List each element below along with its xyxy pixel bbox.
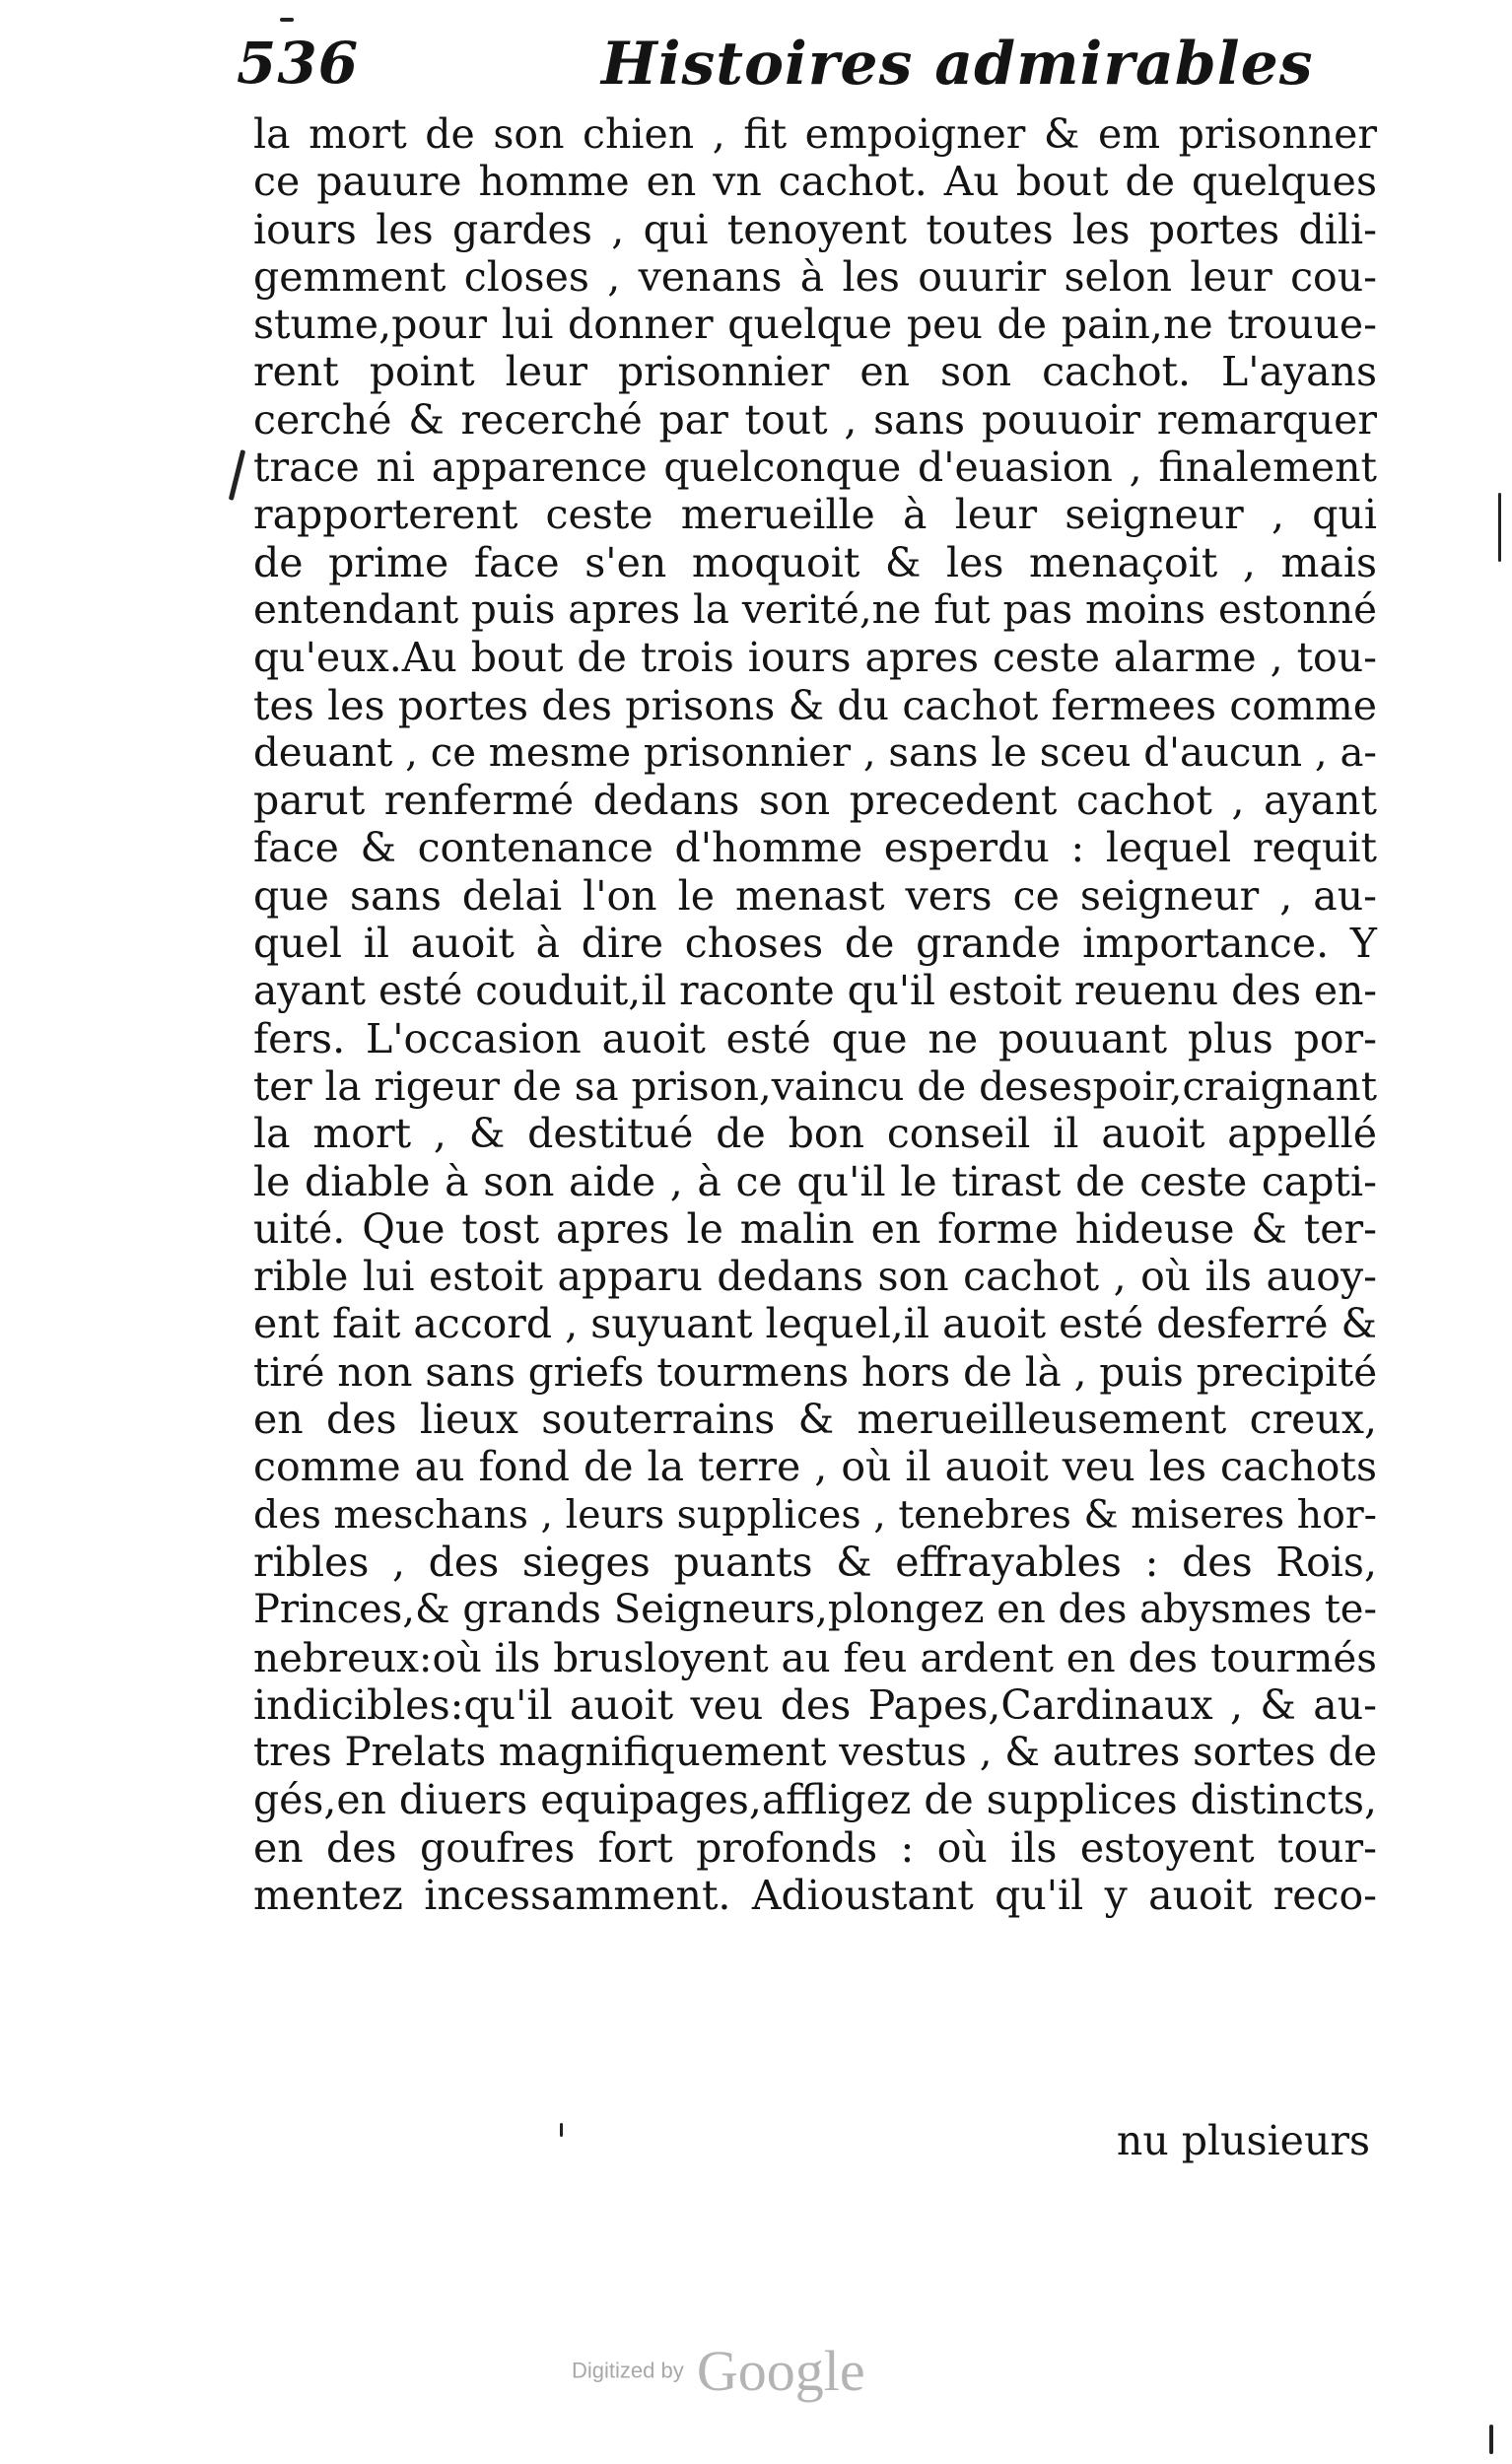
- margin-mark-top: [280, 18, 294, 22]
- text-line: mentez incessamment. Adioustant qu'il y auoit reco-: [253, 1871, 1377, 1919]
- text-line: face & contenance d'homme esperdu : lequel requit: [253, 824, 1377, 872]
- text-line: tes les portes des prisons & du cachot fermees comme: [253, 681, 1377, 729]
- text-line: quel il auoit à dire choses de grande importance. Y: [253, 920, 1377, 968]
- margin-mark-left: [229, 449, 245, 501]
- text-line: rapporterent ceste merueille à leur seigneur , qui: [253, 491, 1377, 539]
- text-line: gemment closes , venans à les ouurir selon leur cou-: [253, 252, 1377, 301]
- digitized-watermark: [572, 2338, 865, 2404]
- text-line: ribles , des sieges puants & effrayables : des Rois,: [253, 1538, 1377, 1586]
- text-line: tiré non sans griefs tourmens hors de là , puis precipité: [253, 1347, 1378, 1396]
- text-line: parut renfermé dedans son precedent cachot , ayant: [253, 777, 1377, 825]
- text-line: rent point leur prisonnier en son cachot. L'ayans: [253, 348, 1377, 396]
- text-line: en des goufres fort profonds : où ils estoyent tour-: [253, 1823, 1377, 1872]
- margin-mark-right: [1498, 493, 1501, 562]
- text-line: des meschans , leurs supplices , tenebres & miseres hor-: [253, 1491, 1377, 1538]
- text-line: cerché & recerché par tout , sans pouuoir remarquer: [253, 395, 1377, 444]
- text-line: fers. L'occasion auoit esté que ne pouuant plus por-: [253, 1014, 1377, 1062]
- text-line: ent fait accord , suyuant lequel,il auoit esté desferré &: [253, 1300, 1377, 1348]
- text-line: ce pauure homme en vn cachot. Au bout de quelques: [253, 158, 1377, 206]
- text-line: le diable à son aide , à ce qu'il le tirast de ceste capti-: [253, 1157, 1377, 1205]
- text-line: nebreux:où ils brusloyent au feu ardent en des tourmés: [253, 1633, 1377, 1681]
- margin-mark-bottom: [1489, 2425, 1493, 2454]
- text-line: rible lui estoit apparu dedans son cachot , où ils auoy-: [253, 1253, 1377, 1301]
- text-line: iours les gardes , qui tenoyent toutes les portes dili-: [253, 205, 1377, 253]
- text-line: que sans delai l'on le menast vers ce seigneur , au-: [253, 871, 1377, 920]
- text-line: Princes,& grands Seigneurs,plongez en des abysmes te-: [253, 1587, 1377, 1633]
- google-logo: Google: [696, 2339, 865, 2403]
- text-line: en des lieux souterrains & merueilleusement creux,: [253, 1396, 1377, 1444]
- text-line: ayant esté couduit,il raconte qu'il estoit reuenu des en-: [253, 967, 1378, 1015]
- text-line: de prime face s'en moquoit & les menaçoit , mais: [253, 538, 1377, 586]
- text-line: la mort de son chien , fit empoigner & em prisonner: [253, 110, 1377, 158]
- catchword: nu plusieurs: [1116, 2117, 1370, 2164]
- running-title: Histoires admirables: [601, 30, 1314, 99]
- text-line: la mort , & destitué de bon conseil il auoit appellé: [253, 1110, 1377, 1158]
- page-header: [237, 30, 1380, 118]
- text-line: indicibles:qu'il auoit veu des Papes,Cardinaux , & au-: [253, 1680, 1377, 1729]
- text-line: stume,pour lui donner quelque peu de pain,ne trouue-: [253, 301, 1377, 349]
- text-line: tres Prelats magnifiquement vestus , & autres sortes de: [253, 1730, 1377, 1776]
- body-text: [253, 110, 1377, 1919]
- text-line: trace ni apparence quelconque d'euasion , finalement: [253, 444, 1377, 492]
- text-line: qu'eux.Au bout de trois iours apres ceste alarme , tou-: [253, 634, 1377, 682]
- margin-mark-bottom-center: [560, 2123, 563, 2137]
- page-number: 536: [237, 30, 360, 97]
- text-line: comme au fond de la terre , où il auoit veu les cachots: [253, 1443, 1377, 1491]
- text-line: entendant puis apres la verité,ne fut pas moins estonné: [253, 585, 1377, 633]
- text-line: gés,en diuers equipages,affligez de supplices distincts,: [253, 1776, 1377, 1824]
- digitized-by-text: Digitized by: [572, 2358, 684, 2383]
- text-line: deuant , ce mesme prisonnier , sans le sceu d'aucun , a-: [253, 729, 1377, 776]
- text-line: ter la rigeur de sa prison,vaincu de desespoir,craignant: [253, 1061, 1377, 1110]
- text-line: uité. Que tost apres le malin en forme hideuse & ter-: [253, 1204, 1377, 1253]
